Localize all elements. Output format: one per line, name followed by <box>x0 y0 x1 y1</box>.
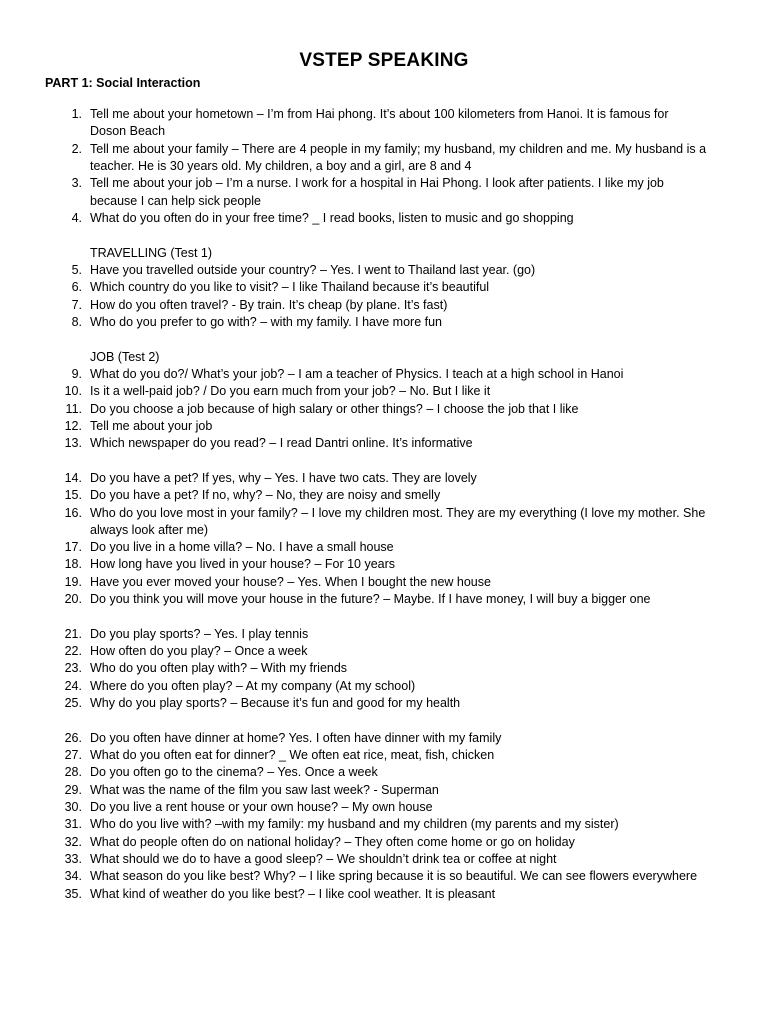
item-text: Why do you play sports? – Because it’s fun and good for my health <box>90 696 461 710</box>
item-text: Who do you live with? –with my family: my husband and my children (my parents and my sister) <box>90 817 619 832</box>
item-text: Is it a well-paid job? / Do you earn much from your job? – No. But I like it <box>90 384 491 399</box>
item-text: Tell me about your job <box>90 418 213 433</box>
item-number: 14. <box>64 470 82 485</box>
item-text: How do you often travel? - By train. It’s cheap (by plane. It’s fast) <box>90 297 448 312</box>
item-number: 12. <box>64 418 82 433</box>
item-text: What do you often eat for dinner? _ We often eat rice, meat, fish, chicken <box>90 748 495 763</box>
item-number: 26. <box>64 730 82 745</box>
item-number: 16. <box>64 505 82 520</box>
item-text: Do you have a pet? If no, why? – No, they are noisy and smelly <box>90 488 441 503</box>
item-number: 31. <box>64 817 82 832</box>
item-number: 27. <box>64 748 82 763</box>
item-number: 25. <box>64 696 82 710</box>
item-number: 20. <box>64 592 82 606</box>
item-text: Do you have a pet? If yes, why – Yes. I have two cats. They are lovely <box>90 470 477 485</box>
item-text: How often do you play? – Once a week <box>90 644 308 659</box>
item-text: Do you think you will move your house in the future? – Maybe. If I have money, I will buy a bigger one <box>90 592 651 606</box>
item-number: 5. <box>71 262 82 277</box>
item-text: teacher. He is 30 years old. My children, a boy and a girl, are 8 and 4 <box>90 158 472 173</box>
item-text: Who do you prefer to go with? – with my family. I have more fun <box>90 314 443 329</box>
item-text: What should we do to have a good sleep? – We shouldn’t drink tea or coffee at night <box>90 851 557 866</box>
item-text: Do you choose a job because of high salary or other things? – I choose the job that I like <box>90 401 579 416</box>
item-number: 10. <box>64 384 82 399</box>
item-number: 35. <box>64 886 82 901</box>
item-text: Tell me about your job – I’m a nurse. I work for a hospital in Hai Phong. I look after patients. I like my job <box>90 176 664 191</box>
item-text: Tell me about your hometown – I’m from Hai phong. It’s about 100 kilometers from Hanoi. It is famous for <box>90 107 669 121</box>
item-number: 15. <box>64 488 82 503</box>
item-number: 17. <box>64 540 82 555</box>
item-number: 3. <box>71 176 82 191</box>
item-number: 7. <box>71 297 82 312</box>
item-number: 8. <box>71 314 82 329</box>
item-text: What do you often do in your free time? _ I read books, listen to music and go shopping <box>90 210 574 225</box>
part-heading: PART 1: Social Interaction <box>45 76 201 90</box>
item-number: 34. <box>64 869 82 884</box>
item-text: What do people often do on national holiday? – They often come home or go on holiday <box>90 834 575 849</box>
item-number: 33. <box>64 851 82 866</box>
item-number: 29. <box>64 782 82 797</box>
item-text: What do you do?/ What’s your job? – I am a teacher of Physics. I teach at a high school in Hanoi <box>90 366 624 381</box>
item-text: What season do you like best? Why? – I like spring because it is so beautiful. We can see flowers everywhere <box>90 869 698 884</box>
item-text: Have you ever moved your house? – Yes. When I bought the new house <box>90 574 491 589</box>
item-number: 9. <box>71 366 82 381</box>
item-text: Who do you often play with? – With my friends <box>90 661 348 676</box>
item-text: Which country do you like to visit? – I like Thailand because it’s beautiful <box>90 280 490 295</box>
item-text: Who do you love most in your family? – I love my children most. They are my everything (I love my mother. She <box>90 505 706 520</box>
item-text: What was the name of the film you saw last week? - Superman <box>90 782 439 797</box>
item-number: 24. <box>64 678 82 693</box>
item-number: 28. <box>64 765 82 780</box>
item-number: 2. <box>71 141 82 156</box>
item-number: 11. <box>65 401 82 416</box>
item-number: 30. <box>64 800 82 814</box>
item-number: 19. <box>64 574 82 589</box>
item-number: 23. <box>64 661 82 676</box>
item-text: Do you live in a home villa? – No. I have a small house <box>90 540 394 555</box>
item-text: Doson Beach <box>90 124 166 139</box>
document-title: VSTEP SPEAKING <box>299 50 469 71</box>
item-text: because I can help sick people <box>90 193 261 208</box>
item-text: Do you play sports? – Yes. I play tennis <box>90 626 309 641</box>
item-text: always look after me) <box>90 522 209 537</box>
item-text: Do you live a rent house or your own house? – My own house <box>90 800 433 814</box>
item-text: Do you often go to the cinema? – Yes. Once a week <box>90 765 378 780</box>
item-text: Have you travelled outside your country? – Yes. I went to Thailand last year. (go) <box>90 262 536 277</box>
item-number: 6. <box>71 280 82 295</box>
item-text: Tell me about your family – There are 4 people in my family; my husband, my children and me. My husband is a <box>90 141 707 156</box>
item-text: How long have you lived in your house? – For 10 years <box>90 557 396 572</box>
section-heading: TRAVELLING (Test 1) <box>90 245 213 260</box>
section-heading: JOB (Test 2) <box>90 349 160 364</box>
item-number: 13. <box>64 436 82 451</box>
item-number: 1. <box>71 107 82 121</box>
item-number: 4. <box>71 210 82 225</box>
item-number: 32. <box>64 834 82 849</box>
item-text: Where do you often play? – At my company (At my school) <box>90 678 416 693</box>
item-number: 21. <box>64 626 82 641</box>
item-number: 18. <box>64 557 82 572</box>
item-number: 22. <box>64 644 82 659</box>
item-text: Which newspaper do you read? – I read Dantri online. It’s informative <box>90 436 473 451</box>
item-text: What kind of weather do you like best? – I like cool weather. It is pleasant <box>90 886 496 901</box>
item-text: Do you often have dinner at home? Yes. I often have dinner with my family <box>90 730 502 745</box>
